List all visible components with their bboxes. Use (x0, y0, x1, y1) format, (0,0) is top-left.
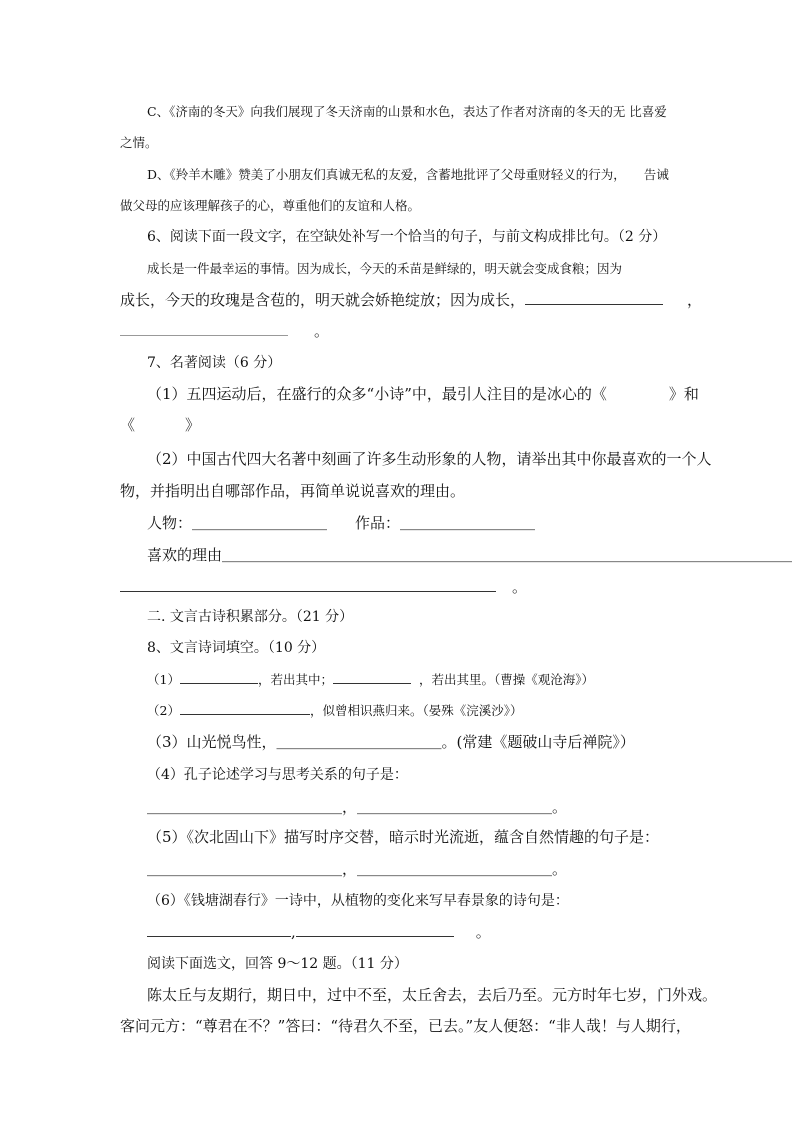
q8-line4-answer[interactable]: ＿＿＿＿＿＿＿＿＿＿＿＿＿，＿＿＿＿＿＿＿＿＿＿＿＿＿。 (147, 798, 568, 816)
q7-p1-line1 (147, 384, 699, 404)
q8-l2-blank[interactable] (180, 700, 310, 715)
q8-line5: （5）《次北固山下》描写时序交替，暗示时光流逝，蕴含自然情趣的句子是： (147, 828, 660, 846)
q8-l6-end: 。 (475, 923, 491, 941)
item-c-line1: C、《济南的冬天》向我们展现了冬天济南的山景和水色，表达了作者对济南的冬天的无 比喜爱 (147, 104, 667, 119)
q8-line6: （6）《钱塘湖春行》一诗中，从植物的变化来写早春景象的诗句是： (147, 893, 569, 909)
q8-l1-blank1[interactable] (180, 669, 258, 684)
section2-title: 二. 文言古诗积累部分。（21 分） (147, 609, 354, 625)
q6-answer-line (120, 321, 329, 341)
q6-end: 。 (314, 322, 330, 340)
q7-work-field[interactable]: 作品：＿＿＿＿＿＿＿＿＿ (355, 514, 536, 532)
q6-blank-2[interactable] (120, 321, 288, 336)
item-d-line2: 做父母的应该理解孩子的心，尊重他们的友谊和人格。 (120, 198, 421, 213)
q8-l6-blank2[interactable] (296, 922, 454, 937)
q7-p1-text: （1）五四运动后，在盛行的众多“小诗”中，最引人注目的是冰心的《 (147, 385, 607, 403)
q8-line5-answer[interactable]: ＿＿＿＿＿＿＿＿＿＿＿＿＿，＿＿＿＿＿＿＿＿＿＿＿＿＿。 (147, 860, 568, 878)
q8-line2 (147, 700, 522, 721)
q8-line3: （3）山光悦鸟性，＿＿＿＿＿＿＿＿＿＿＿。(常建《题破山寺后禅院》） (147, 733, 635, 751)
q8-l2-tail: ，似曾相识燕归来。（晏殊《浣溪沙》） (309, 703, 523, 718)
q8-l2-num: （2） (147, 703, 180, 718)
item-d-text: D、《羚羊木雕》赞美了小朋友们真诚无私的友爱，含蓄地批评了父母重财轻义的行为， (147, 167, 626, 182)
item-d-line1 (147, 165, 669, 185)
q8-l1-num: （1） (147, 672, 180, 687)
q8-l6-comma: , (291, 923, 296, 941)
q7-title: 7、名著阅读（6 分） (147, 355, 282, 371)
q7-person-field[interactable]: 人物：＿＿＿＿＿＿＿＿＿ (147, 514, 328, 532)
q8-l1-mid: ，若出其中； (257, 672, 333, 687)
item-c-line2: 之情。 (120, 135, 158, 150)
q7-answers (147, 513, 535, 533)
item-d-tail: 告诫 (643, 167, 669, 182)
q7-p1-open: 《 (120, 416, 136, 434)
q7-p1-line2 (120, 415, 200, 435)
q6-text1: 成长是一件最幸运的事情。因为成长，今天的禾苗是鲜绿的，明天就会变成食粮；因为 (147, 261, 623, 276)
q7-reason-end: 。 (512, 578, 528, 596)
q7-p1-close: 》 (185, 416, 201, 434)
reading-intro: 阅读下面选文，回答 9～12 题。（11 分） (147, 956, 408, 972)
q7-reason-field[interactable]: 喜欢的理由＿＿＿＿＿＿＿＿＿＿＿＿＿＿＿＿＿＿＿＿＿＿＿＿＿＿＿＿＿＿＿＿＿＿＿＿＿＿ (147, 546, 793, 564)
reading-p2: 客问元方：“尊君在不？”答曰：“待君久不至，已去。”友人便怒：“非人哉！与人期行， (120, 1017, 691, 1035)
q8-l1-blank2[interactable] (333, 669, 411, 684)
q7-p2-line2: 物，并指明出自哪部作品，再简单说说喜欢的理由。 (120, 482, 466, 500)
q6-comma: ， (687, 291, 703, 309)
q8-line4: （4）孔子论述学习与思考关系的句子是： (147, 767, 408, 783)
q7-reason-blank[interactable] (120, 577, 496, 592)
q7-p1-tail: 》和 (668, 385, 699, 403)
q6-text2-line (120, 290, 702, 310)
q8-title: 8、文言诗词填空。（10 分） (147, 640, 326, 656)
q6-prompt: 6、阅读下面一段文字，在空缺处补写一个恰当的句子，与前文构成排比句。（2 分） (147, 229, 667, 245)
q7-reason-line2 (120, 577, 527, 597)
q8-line6-answer (147, 922, 491, 942)
q7-p2-line1: （2）中国古代四大名著中刻画了许多生动形象的人物，请举出其中你最喜欢的一个人 (147, 450, 712, 468)
q8-l1-tail: ，若出其里。（曹操《观沧海》） (418, 672, 594, 687)
q8-l6-blank1[interactable] (147, 922, 291, 937)
reading-p1: 陈太丘与友期行，期日中，过中不至，太丘舍去，去后乃至。元方时年七岁，门外戏。 (147, 986, 718, 1004)
q6-blank-1[interactable] (525, 290, 663, 305)
q8-line1 (147, 669, 594, 690)
q6-text2: 成长，今天的玫瑰是含苞的，明天就会娇艳绽放；因为成长， (120, 291, 526, 309)
